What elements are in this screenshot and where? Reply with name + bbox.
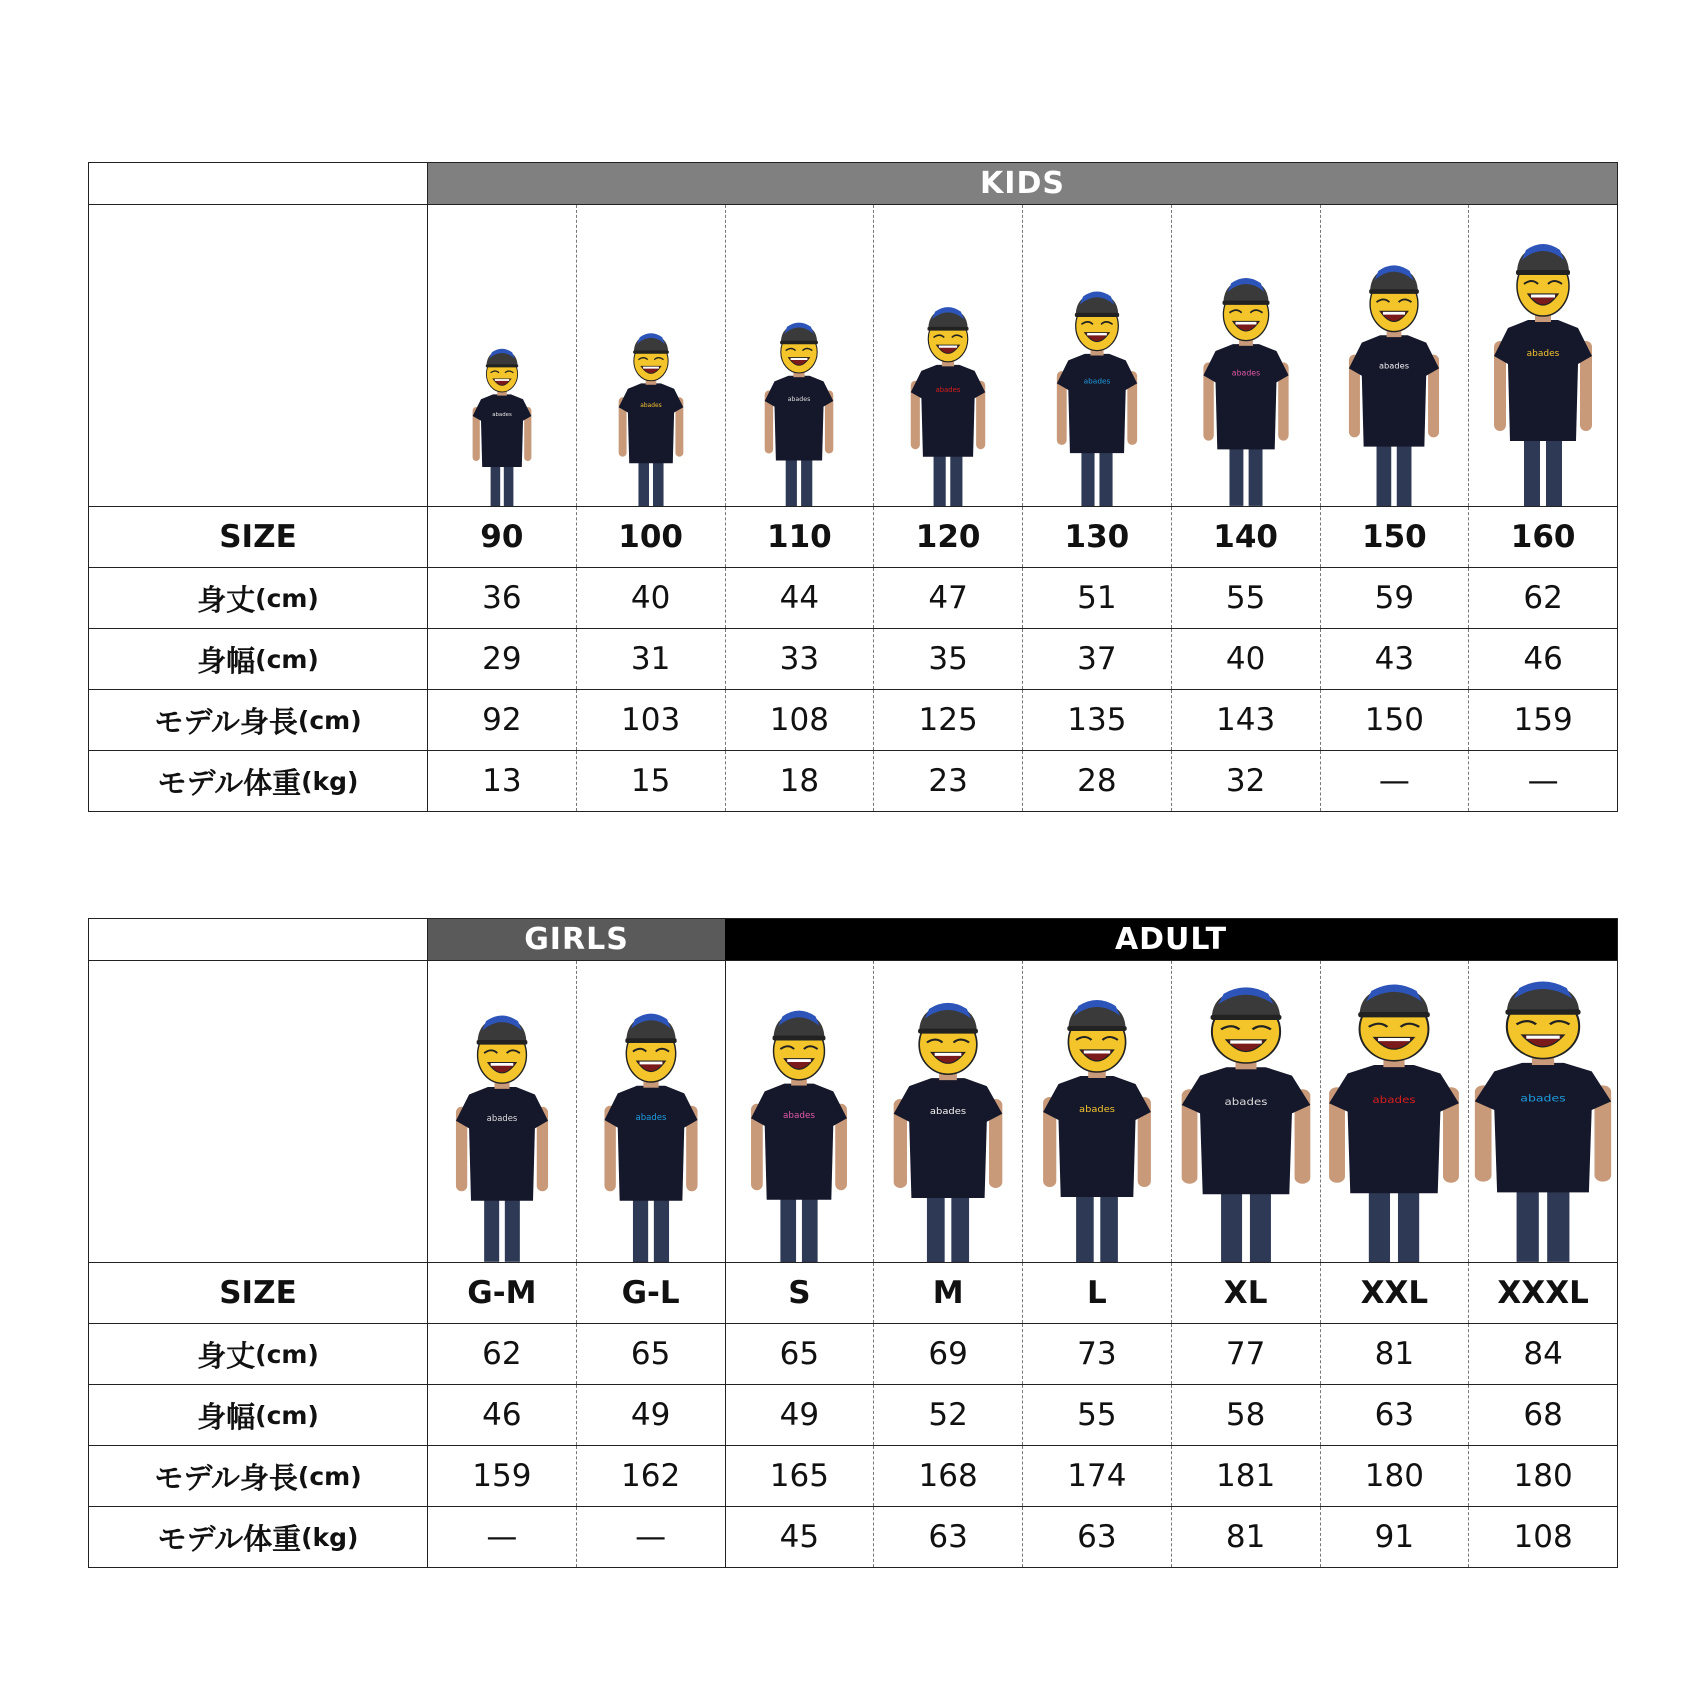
kids-header-band: KIDS: [428, 163, 1617, 204]
model-weight-value-cell: 15: [577, 751, 726, 811]
size-value-cell: 160: [1510, 519, 1576, 555]
width-value-cell: 31: [577, 629, 726, 689]
size-value-cell: XXL: [1321, 1263, 1470, 1323]
model-weight-value-cell: 28: [1023, 751, 1172, 811]
model-photo-cell: [1469, 961, 1617, 1262]
svg-text:abades: abades: [1078, 1104, 1115, 1115]
width-value-cell: 40: [1172, 629, 1321, 689]
width-value-cell: 52: [874, 1385, 1023, 1445]
svg-text:abades: abades: [492, 412, 512, 418]
width-value-cell: 49: [726, 1385, 875, 1445]
model-photo-cell: [874, 205, 1023, 506]
model-weight-value-cell: —: [428, 1507, 577, 1567]
kids-model-photo-row: [88, 204, 1618, 506]
length-value-cell: 40: [577, 568, 726, 628]
model-figure-image: [1467, 973, 1620, 1262]
length-value-cell: 62: [428, 1324, 577, 1384]
model-figure-image: [614, 328, 687, 506]
model-weight-value-cell: 13: [428, 751, 577, 811]
length-value-cell: 59: [1321, 568, 1470, 628]
kids-size-table: [88, 162, 1618, 812]
model-photo-cell: [1023, 205, 1172, 506]
model-weight-value-cell: 81: [1172, 1507, 1321, 1567]
svg-text:abades: abades: [1231, 368, 1260, 378]
adult-model-photo-row: [88, 960, 1618, 1262]
length-value-cell: 44: [726, 568, 875, 628]
length-value-cell: 36: [428, 568, 577, 628]
model-height-label: モデル身長 (cm): [89, 1446, 428, 1506]
size-value-cell: S: [726, 1263, 875, 1323]
svg-text:abades: abades: [1379, 360, 1410, 371]
model-photo-cell: [577, 205, 726, 506]
model-photo-cell: [577, 961, 726, 1262]
model-figure-image: [1322, 976, 1468, 1262]
model-weight-value-cell: 18: [726, 751, 875, 811]
width-value-cell: 55: [1023, 1385, 1172, 1445]
width-value-cell: 49: [577, 1385, 726, 1445]
adult-size-row: [88, 1262, 1618, 1323]
svg-text:abades: abades: [1520, 1092, 1566, 1105]
svg-text:abades: abades: [930, 1105, 967, 1117]
model-height-value-cell: 135: [1023, 690, 1172, 750]
width-value-cell: 33: [726, 629, 875, 689]
model-height-value-cell: 159: [428, 1446, 577, 1506]
model-photo-cell: [1172, 961, 1321, 1262]
adult-model-height-row: [88, 1445, 1618, 1506]
model-figure-image: [887, 995, 1009, 1262]
model-height-value-cell: 180: [1321, 1446, 1470, 1506]
size-value-cell: M: [874, 1263, 1023, 1323]
length-value-cell: 55: [1172, 568, 1321, 628]
model-height-value-cell: 108: [726, 690, 875, 750]
model-figure-image: [761, 317, 838, 506]
adult-width-row: [88, 1384, 1618, 1445]
photo-blank-cell: [89, 205, 428, 506]
length-value-cell: 47: [874, 568, 1023, 628]
model-height-label: モデル身長 (cm): [89, 690, 428, 750]
width-value-cell: 46: [1523, 641, 1563, 677]
model-figure-image: [1173, 979, 1317, 1263]
model-photo-cell: [1023, 961, 1172, 1262]
svg-text:abades: abades: [486, 1113, 518, 1124]
size-value-cell: XL: [1172, 1263, 1321, 1323]
width-value-cell: 58: [1172, 1385, 1321, 1445]
kids-width-row: [88, 628, 1618, 689]
model-photo-cell: [1321, 961, 1470, 1262]
length-value-cell: 65: [726, 1324, 875, 1384]
model-figure-image: [1488, 236, 1598, 506]
length-value-cell: 81: [1321, 1324, 1470, 1384]
width-value-cell: 29: [428, 629, 577, 689]
girls-header-band: GIRLS: [428, 919, 725, 960]
length-value-cell: 65: [577, 1324, 726, 1384]
svg-text:abades: abades: [639, 402, 662, 410]
model-height-value-cell: 174: [1023, 1446, 1172, 1506]
size-value-cell: 120: [874, 507, 1023, 567]
header-blank-cell: [89, 919, 428, 960]
model-figure-image: [906, 301, 990, 506]
model-weight-label: モデル体重 (kg): [89, 751, 428, 811]
size-value-cell: 110: [726, 507, 875, 567]
size-value-cell: 130: [1023, 507, 1172, 567]
model-height-value-cell: 180: [1513, 1458, 1573, 1494]
model-weight-value-cell: 91: [1321, 1507, 1470, 1567]
size-label: SIZE: [89, 1263, 428, 1323]
model-figure-image: [469, 344, 535, 506]
size-value-cell: XXXL: [1497, 1275, 1589, 1311]
size-value-cell: 100: [577, 507, 726, 567]
header-blank-cell: [89, 163, 428, 204]
model-weight-value-cell: 63: [874, 1507, 1023, 1567]
photo-blank-cell: [89, 961, 428, 1262]
model-height-value-cell: 181: [1172, 1446, 1321, 1506]
adult-header-row: [88, 918, 1618, 960]
size-label: SIZE: [89, 507, 428, 567]
kids-length-row: [88, 567, 1618, 628]
width-value-cell: 37: [1023, 629, 1172, 689]
length-label: 身丈 (cm): [89, 568, 428, 628]
model-photo-cell: [1172, 205, 1321, 506]
length-value-cell: 84: [1523, 1336, 1563, 1372]
width-value-cell: 46: [428, 1385, 577, 1445]
length-label: 身丈 (cm): [89, 1324, 428, 1384]
model-height-value-cell: 168: [874, 1446, 1023, 1506]
size-value-cell: G-M: [428, 1263, 577, 1323]
model-figure-image: [1036, 992, 1157, 1262]
model-height-value-cell: 159: [1513, 702, 1573, 738]
adult-length-row: [88, 1323, 1618, 1384]
model-weight-value-cell: 63: [1023, 1507, 1172, 1567]
svg-text:abades: abades: [935, 386, 961, 395]
kids-model-height-row: [88, 689, 1618, 750]
model-figure-image: [1344, 258, 1445, 506]
width-value-cell: 35: [874, 629, 1023, 689]
model-height-value-cell: 103: [577, 690, 726, 750]
kids-size-row: [88, 506, 1618, 567]
width-value-cell: 63: [1321, 1385, 1470, 1445]
model-weight-value-cell: 45: [726, 1507, 875, 1567]
model-height-value-cell: 165: [726, 1446, 875, 1506]
model-height-value-cell: 143: [1172, 690, 1321, 750]
length-value-cell: 73: [1023, 1324, 1172, 1384]
model-photo-cell: [428, 205, 577, 506]
svg-text:abades: abades: [1224, 1095, 1268, 1108]
size-value-cell: 90: [428, 507, 577, 567]
svg-text:abades: abades: [787, 396, 811, 403]
kids-header-row: [88, 162, 1618, 204]
model-figure-image: [746, 1003, 854, 1262]
width-label: 身幅 (cm): [89, 629, 428, 689]
size-value-cell: G-L: [577, 1263, 726, 1323]
width-label: 身幅 (cm): [89, 1385, 428, 1445]
model-weight-value-cell: 32: [1172, 751, 1321, 811]
length-value-cell: 77: [1172, 1324, 1321, 1384]
model-height-value-cell: 92: [428, 690, 577, 750]
model-height-value-cell: 150: [1321, 690, 1470, 750]
model-photo-cell: [874, 961, 1023, 1262]
svg-text:abades: abades: [1526, 349, 1560, 359]
model-photo-cell: [428, 961, 577, 1262]
svg-text:abades: abades: [635, 1112, 667, 1123]
model-photo-cell: [1321, 205, 1470, 506]
model-height-value-cell: 125: [874, 690, 1023, 750]
size-value-cell: 150: [1321, 507, 1470, 567]
model-weight-value-cell: 108: [1513, 1519, 1573, 1555]
svg-text:abades: abades: [1372, 1094, 1416, 1106]
model-figure-image: [450, 1008, 553, 1262]
model-photo-cell: [726, 961, 875, 1262]
model-weight-label: モデル体重 (kg): [89, 1507, 428, 1567]
model-weight-value-cell: —: [1527, 763, 1559, 799]
model-weight-value-cell: —: [1321, 751, 1470, 811]
adult-header-band: ADULT: [725, 919, 1617, 960]
model-photo-cell: [1469, 205, 1617, 506]
model-weight-value-cell: 23: [874, 751, 1023, 811]
model-weight-value-cell: —: [577, 1507, 726, 1567]
width-value-cell: 68: [1523, 1397, 1563, 1433]
model-figure-image: [1052, 285, 1142, 506]
model-height-value-cell: 162: [577, 1446, 726, 1506]
model-figure-image: [1198, 271, 1294, 506]
svg-text:abades: abades: [783, 1111, 816, 1121]
width-value-cell: 43: [1321, 629, 1470, 689]
model-photo-cell: [726, 205, 875, 506]
kids-model-weight-row: [88, 750, 1618, 812]
adult-model-weight-row: [88, 1506, 1618, 1568]
length-value-cell: 69: [874, 1324, 1023, 1384]
adult-size-table: [88, 918, 1618, 1568]
model-figure-image: [598, 1006, 703, 1263]
size-value-cell: 140: [1172, 507, 1321, 567]
length-value-cell: 62: [1523, 580, 1563, 616]
length-value-cell: 51: [1023, 568, 1172, 628]
svg-text:abades: abades: [1083, 376, 1111, 386]
size-value-cell: L: [1023, 1263, 1172, 1323]
